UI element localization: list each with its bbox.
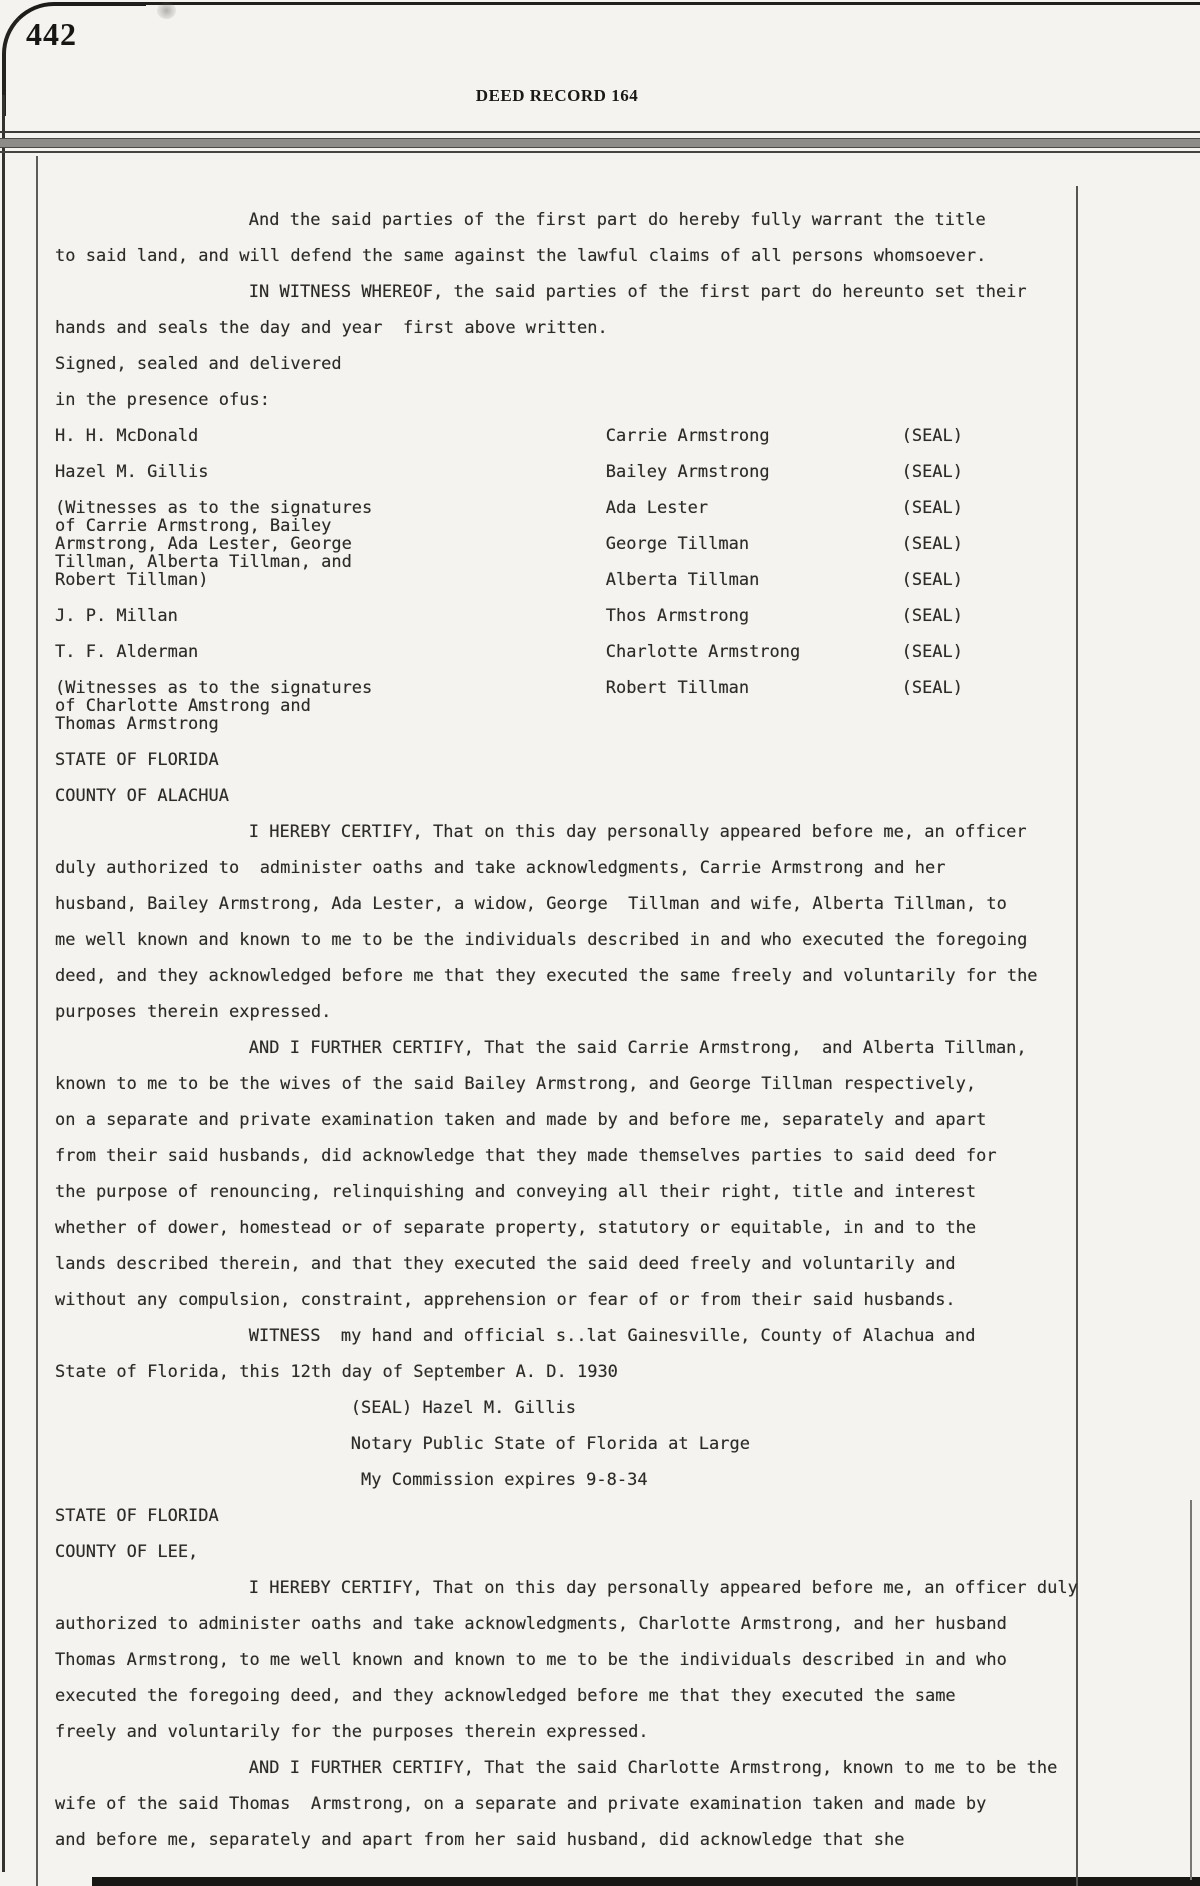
document-line bbox=[0, 1183, 1200, 1201]
document-line-segment: (SEAL) bbox=[901, 642, 964, 662]
document-line-segment: and before me, separately and apart from her said husband, did acknowledge that she bbox=[55, 1830, 905, 1850]
document-line bbox=[0, 1363, 1200, 1381]
document-line bbox=[0, 967, 1200, 985]
document-line-segment: Armstrong, Ada Lester, George bbox=[55, 534, 352, 554]
document-line bbox=[0, 517, 1200, 535]
document-line bbox=[0, 427, 1200, 445]
document-line bbox=[0, 859, 1200, 877]
document-line bbox=[0, 463, 1200, 481]
document-line-segment: (SEAL) bbox=[901, 570, 964, 590]
document-line-segment: (Witnesses as to the signatures bbox=[55, 678, 373, 698]
document-line bbox=[0, 1435, 1200, 1453]
document-line bbox=[0, 895, 1200, 913]
document-line-segment: lands described therein, and that they executed the said deed freely and voluntarily and bbox=[55, 1254, 956, 1274]
document-line-segment: from their said husbands, did acknowledge that they made themselves parties to said deed for bbox=[55, 1146, 997, 1166]
document-line-segment: of Charlotte Amstrong and bbox=[55, 696, 311, 716]
document-line-segment: (SEAL) Hazel M. Gillis bbox=[350, 1398, 576, 1418]
document-line bbox=[0, 355, 1200, 373]
document-line-segment: T. F. Alderman bbox=[55, 642, 199, 662]
document-line-segment: Thomas Armstrong, to me well known and known to me to be the individuals described in and who bbox=[55, 1650, 1007, 1670]
document-line-segment: AND I FURTHER CERTIFY, That the said Charlotte Armstrong, known to me to be the bbox=[248, 1758, 1058, 1778]
document-line bbox=[0, 1723, 1200, 1741]
document-line-segment: Tillman, Alberta Tillman, and bbox=[55, 552, 352, 572]
document-line bbox=[0, 499, 1200, 517]
document-line bbox=[0, 1039, 1200, 1057]
document-line-segment: Bailey Armstrong bbox=[605, 462, 770, 482]
document-line-segment: (SEAL) bbox=[901, 678, 964, 698]
document-line-segment: purposes therein expressed. bbox=[55, 1002, 332, 1022]
document-line-segment: Robert Tillman) bbox=[55, 570, 209, 590]
document-line-segment: wife of the said Thomas Armstrong, on a separate and private examination taken and made by bbox=[55, 1794, 987, 1814]
document-line-segment: WITNESS my hand and official s..lat Gainesville, County of Alachua and bbox=[248, 1326, 976, 1346]
document-line-segment: deed, and they acknowledged before me that they executed the same freely and voluntarily for the bbox=[55, 966, 1038, 986]
document-line-segment: (SEAL) bbox=[901, 426, 964, 446]
document-line bbox=[0, 1831, 1200, 1849]
document-line-segment: I HEREBY CERTIFY, That on this day personally appeared before me, an officer duly bbox=[248, 1578, 1078, 1598]
document-line bbox=[0, 1327, 1200, 1345]
document-line bbox=[0, 931, 1200, 949]
page-number: 442 bbox=[26, 16, 77, 52]
document-line bbox=[0, 247, 1200, 265]
document-line-segment: (SEAL) bbox=[901, 498, 964, 518]
document-line-segment: My Commission expires 9-8-34 bbox=[361, 1470, 648, 1490]
document-line bbox=[0, 1291, 1200, 1309]
document-line-segment: executed the foregoing deed, and they acknowledged before me that they executed the same bbox=[55, 1686, 956, 1706]
document-line-segment: Thomas Armstrong bbox=[55, 714, 219, 734]
document-line-segment: H. H. McDonald bbox=[55, 426, 199, 446]
document-line-segment: IN WITNESS WHEREOF, the said parties of the first part do hereunto set their bbox=[248, 282, 1027, 302]
document-line bbox=[0, 571, 1200, 589]
document-line bbox=[0, 715, 1200, 733]
document-line-segment: me well known and known to me to be the individuals described in and who executed the foregoing bbox=[55, 930, 1028, 950]
document-line-segment: in the presence ofus: bbox=[55, 390, 270, 410]
document-line-segment: AND I FURTHER CERTIFY, That the said Carrie Armstrong, and Alberta Tillman, bbox=[248, 1038, 1027, 1058]
document-line-segment: Alberta Tillman bbox=[605, 570, 760, 590]
document-line bbox=[0, 1651, 1200, 1669]
document-line-segment: J. P. Millan bbox=[55, 606, 178, 626]
document-line bbox=[0, 679, 1200, 697]
document-line-segment: freely and voluntarily for the purposes therein expressed. bbox=[55, 1722, 649, 1742]
document-line-segment: husband, Bailey Armstrong, Ada Lester, a widow, George Tillman and wife, Alberta Tillman, to bbox=[55, 894, 1007, 914]
document-line-segment: George Tillman bbox=[605, 534, 750, 554]
document-line-segment: And the said parties of the first part do hereby fully warrant the title bbox=[248, 210, 986, 230]
document-line-segment: duly authorized to administer oaths and take acknowledgments, Carrie Armstrong and her bbox=[55, 858, 946, 878]
document-line bbox=[0, 535, 1200, 553]
document-line bbox=[0, 1471, 1200, 1489]
document-line-segment: (SEAL) bbox=[901, 462, 964, 482]
document-line bbox=[0, 1507, 1200, 1525]
document-line bbox=[0, 283, 1200, 301]
document-line bbox=[0, 1615, 1200, 1633]
document-line-segment: Charlotte Armstrong bbox=[605, 642, 801, 662]
document-line bbox=[0, 1579, 1200, 1597]
document-line-segment: Ada Lester bbox=[605, 498, 709, 518]
document-line-segment: on a separate and private examination taken and made by and before me, separately and apart bbox=[55, 1110, 987, 1130]
document-line bbox=[0, 211, 1200, 229]
document-line bbox=[0, 1759, 1200, 1777]
document-line-segment: Robert Tillman bbox=[605, 678, 750, 698]
document-line bbox=[0, 1255, 1200, 1273]
document-line-segment: known to me to be the wives of the said Bailey Armstrong, and George Tillman respectively, bbox=[55, 1074, 977, 1094]
document-line bbox=[0, 553, 1200, 571]
document-line-segment: hands and seals the day and year first above written. bbox=[55, 318, 608, 338]
document-line bbox=[0, 1219, 1200, 1237]
document-line bbox=[0, 1147, 1200, 1165]
document-line bbox=[0, 1075, 1200, 1093]
page-header-title: DEED RECORD 164 bbox=[475, 86, 639, 105]
document-line-segment: (SEAL) bbox=[901, 606, 964, 626]
document-line bbox=[0, 1111, 1200, 1129]
document-line-segment: STATE OF FLORIDA bbox=[55, 1506, 219, 1526]
document-line-segment: to said land, and will defend the same against the lawful claims of all persons whomsoever. bbox=[55, 246, 987, 266]
document-line bbox=[0, 1399, 1200, 1417]
document-line-segment: I HEREBY CERTIFY, That on this day personally appeared before me, an officer bbox=[248, 822, 1027, 842]
document-line bbox=[0, 643, 1200, 661]
document-line-segment: Notary Public State of Florida at Large bbox=[350, 1434, 750, 1454]
document-line-segment: whether of dower, homestead or of separate property, statutory or equitable, in and to the bbox=[55, 1218, 977, 1238]
document-line bbox=[0, 391, 1200, 409]
document-line-segment: COUNTY OF LEE, bbox=[55, 1542, 199, 1562]
document-line bbox=[0, 607, 1200, 625]
document-line bbox=[0, 823, 1200, 841]
document-line bbox=[0, 1795, 1200, 1813]
document-line bbox=[0, 1687, 1200, 1705]
document-line-segment: the purpose of renouncing, relinquishing and conveying all their right, title and interest bbox=[55, 1182, 977, 1202]
document-line-segment: Carrie Armstrong bbox=[605, 426, 770, 446]
document-line bbox=[0, 751, 1200, 769]
document-line bbox=[0, 1003, 1200, 1021]
document-line-segment: STATE OF FLORIDA bbox=[55, 750, 219, 770]
document-line bbox=[0, 787, 1200, 805]
document-line-segment: (Witnesses as to the signatures bbox=[55, 498, 373, 518]
document-line bbox=[0, 1543, 1200, 1561]
document-line-segment: of Carrie Armstrong, Bailey bbox=[55, 516, 332, 536]
document-line-segment: COUNTY OF ALACHUA bbox=[55, 786, 229, 806]
document-line-segment: State of Florida, this 12th day of September A. D. 1930 bbox=[55, 1362, 618, 1382]
document-line-segment: (SEAL) bbox=[901, 534, 964, 554]
document-line bbox=[0, 697, 1200, 715]
document-line-segment: authorized to administer oaths and take acknowledgments, Charlotte Armstrong, and her husband bbox=[55, 1614, 1007, 1634]
document-line-segment: without any compulsion, constraint, apprehension or fear of or from their said husbands. bbox=[55, 1290, 956, 1310]
document-line bbox=[0, 319, 1200, 337]
document-line-segment: Signed, sealed and delivered bbox=[55, 354, 342, 374]
document-line-segment: Thos Armstrong bbox=[605, 606, 750, 626]
document-line-segment: Hazel M. Gillis bbox=[55, 462, 209, 482]
